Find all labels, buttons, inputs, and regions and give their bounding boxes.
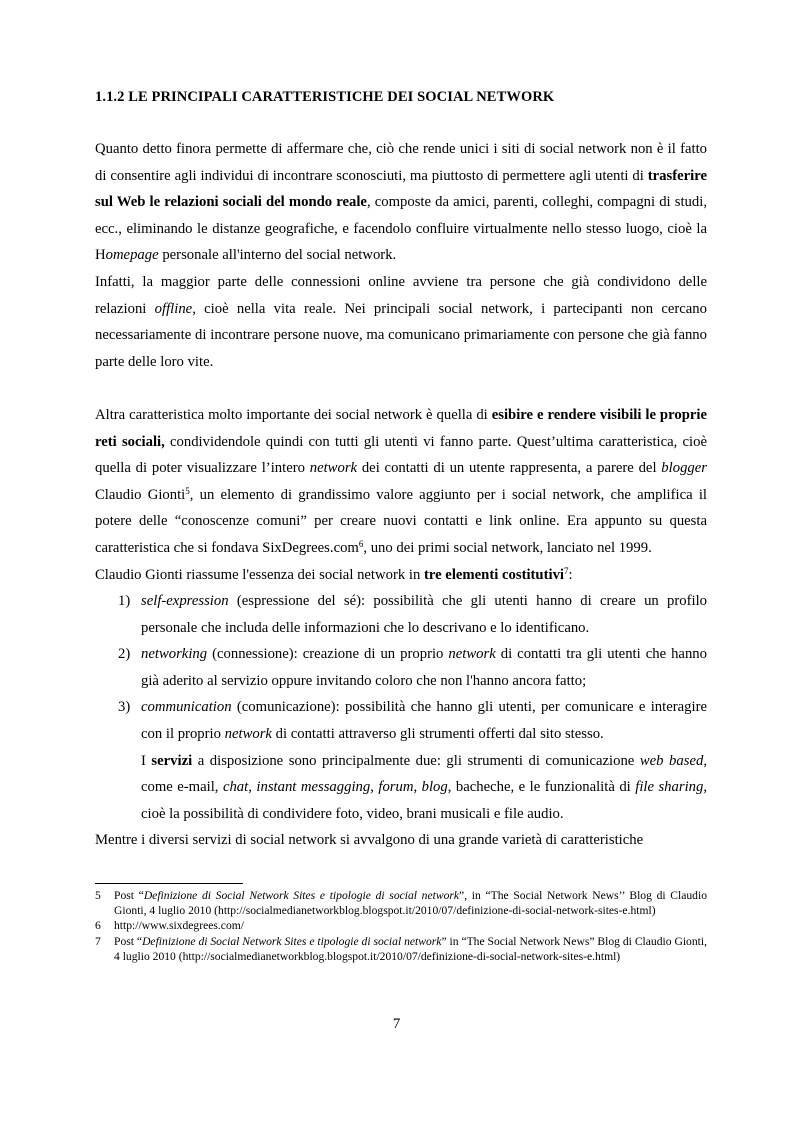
paragraph-2 <box>95 269 707 375</box>
text-run: di contatti attraverso gli strumenti offerti dal sito stesso. <box>271 726 604 743</box>
footnote-source: ”, in “The Social Network News’’ Blog di Claudio Gionti, 4 luglio 2010 (http://socialmedianetworkblog.blogspot.it/2010/07/definizione-di-social-network-sites-e.html) <box>114 889 707 918</box>
paragraph-servizi <box>95 748 707 828</box>
text-run: , cioè la possibilità di condividere foto, video, brani musicali e file audio. <box>141 779 708 822</box>
footnote-title: Definizione di Social Network Sites e tipologie di social network <box>142 934 442 948</box>
text-run: , un elemento di grandissimo valore aggiunto per i social network, che amplifica il potere delle “conoscenze comuni” per creare nuovi contatti e link online. Era appunto su questa caratteristica che si fondava SixDegrees.com <box>95 486 707 556</box>
text-run: di contatti tra gli utenti che hanno già aderito al servizio oppure invitando coloro che non l'hanno ancora fatto; <box>141 646 707 689</box>
bold-phrase: servizi <box>151 752 193 769</box>
body-text <box>95 136 707 854</box>
list-term: communication <box>141 699 232 716</box>
text-run: , uno dei primi social network, lanciato nel 1999. <box>363 539 652 556</box>
italic-word: omepage <box>105 247 159 264</box>
text-run: , come e-mail, <box>141 752 707 796</box>
list-item <box>95 641 707 694</box>
text-run: (espressione del sé): possibilità che gli utenti hanno di creare un profilo personale che includa delle informazioni che lo descrivano e lo identificano. <box>141 593 707 636</box>
text-run: Mentre i diversi servizi di social network si avvalgono di una grande varietà di caratteristiche <box>95 832 644 849</box>
text-run: condividendole quindi con tutti gli utenti vi fanno parte. Quest’ultima caratteristica, cioè quella di poter visualizzare l’intero <box>95 433 707 477</box>
italic-word: network <box>448 646 496 663</box>
text-run: , <box>248 779 257 796</box>
italic-word: file sharing <box>635 779 704 796</box>
text-run: Claudio Gionti <box>95 486 186 503</box>
text-run: , <box>413 779 422 796</box>
footnote-ref-5[interactable]: 5 <box>185 485 190 496</box>
footnote-number: 5 <box>95 889 101 902</box>
text-run: I <box>141 752 152 769</box>
text-run: Post “ <box>114 934 143 948</box>
text-run: , bacheche, e le funzionalità di <box>447 779 636 796</box>
footnote-ref-6[interactable]: 6 <box>358 538 364 549</box>
bold-phrase: esibire e rendere visibili le proprie reti sociali, <box>95 406 707 450</box>
text-run: , cioè nella vita reale. Nei principali social network, i partecipanti non cercano necessariamente di incontrare persone nuove, ma comunicano primariamente con persone che già fanno parte delle loro vite. <box>95 300 707 370</box>
footnote-7 <box>95 934 707 964</box>
text-run: , <box>370 779 379 796</box>
list-term: self-expression <box>141 593 229 610</box>
italic-word: forum <box>378 779 414 796</box>
italic-word: network <box>224 726 272 743</box>
footnote-6 <box>95 918 707 933</box>
footnotes <box>95 888 707 964</box>
italic-word: web based <box>639 752 704 769</box>
footnote-number: 7 <box>95 934 101 948</box>
bold-phrase: tre elementi costitutivi <box>423 566 564 583</box>
elements-list <box>95 588 707 748</box>
text-run: (connessione): creazione di un proprio <box>207 646 449 663</box>
text-run: (comunicazione): possibilità che hanno gli utenti, per comunicare e interagire con il proprio <box>141 699 707 743</box>
text-run: dei contatti di un utente rappresenta, a parere del <box>357 460 662 477</box>
text-run: a disposizione sono principalmente due: gli strumenti di comunicazione <box>192 752 640 769</box>
footnote-link[interactable]: http://www.sixdegrees.com/ <box>114 919 244 933</box>
footnote-title: Definizione di Social Network Sites e tipologie di social network <box>143 889 460 902</box>
italic-word: instant messagging <box>256 779 371 796</box>
italic-word: blogger <box>661 460 707 477</box>
italic-word: offline <box>154 300 193 317</box>
paragraph-6 <box>95 827 707 854</box>
paragraph-gap <box>95 375 707 402</box>
footnote-number: 6 <box>95 919 101 933</box>
list-number: 1) <box>118 593 131 610</box>
italic-word: chat <box>222 779 249 796</box>
text-run: Infatti, la maggior parte delle connessioni online avviene tra persone che già condividono delle relazioni <box>95 273 707 317</box>
list-number: 3) <box>118 699 131 716</box>
page-number: 7 <box>392 1016 401 1032</box>
footnote-ref-7[interactable]: 7 <box>564 565 569 576</box>
text-run: Post “ <box>114 889 144 902</box>
bold-phrase: trasferire sul Web le relazioni sociali del mondo reale <box>95 167 707 211</box>
italic-word: blog <box>421 779 448 796</box>
list-item <box>95 588 707 641</box>
text-run: : <box>568 566 573 583</box>
paragraph-4 <box>95 562 707 589</box>
footnote-separator <box>95 883 243 884</box>
text-run: Altra caratteristica molto importante dei social network è quella di <box>95 406 492 423</box>
text-run: Quanto detto finora permette di affermare che, ciò che rende unici i siti di social network non è il fatto di consentire agli individui di incontrare sconosciuti, ma piuttosto di permettere agli utenti di <box>95 141 707 184</box>
text-run: personale all'interno del social network. <box>158 247 397 264</box>
paragraph-3 <box>95 402 707 562</box>
list-item <box>95 694 707 747</box>
list-term: networking <box>141 646 208 663</box>
footnote-5 <box>95 888 707 918</box>
list-number: 2) <box>118 646 131 663</box>
text-run: Claudio Gionti riassume l'essenza dei social network in <box>95 566 424 583</box>
section-title: 1.1.2 LE PRINCIPALI CARATTERISTICHE DEI SOCIAL NETWORK <box>95 89 555 105</box>
paragraph-1 <box>95 136 707 269</box>
footnote-source: ” in “The Social Network News” Blog di Claudio Gionti, 4 luglio 2010 (http://socialmedianetworkblog.blogspot.it/2010/07/definizione-di-social-network-sites-e.html) <box>114 934 707 963</box>
text-run: , composte da amici, parenti, colleghi, compagni di studi, ecc., eliminando le distanze geografiche, e facendolo confluire virtualmente nello stesso luogo, cioè la H <box>95 194 707 264</box>
italic-word: network <box>309 460 358 477</box>
